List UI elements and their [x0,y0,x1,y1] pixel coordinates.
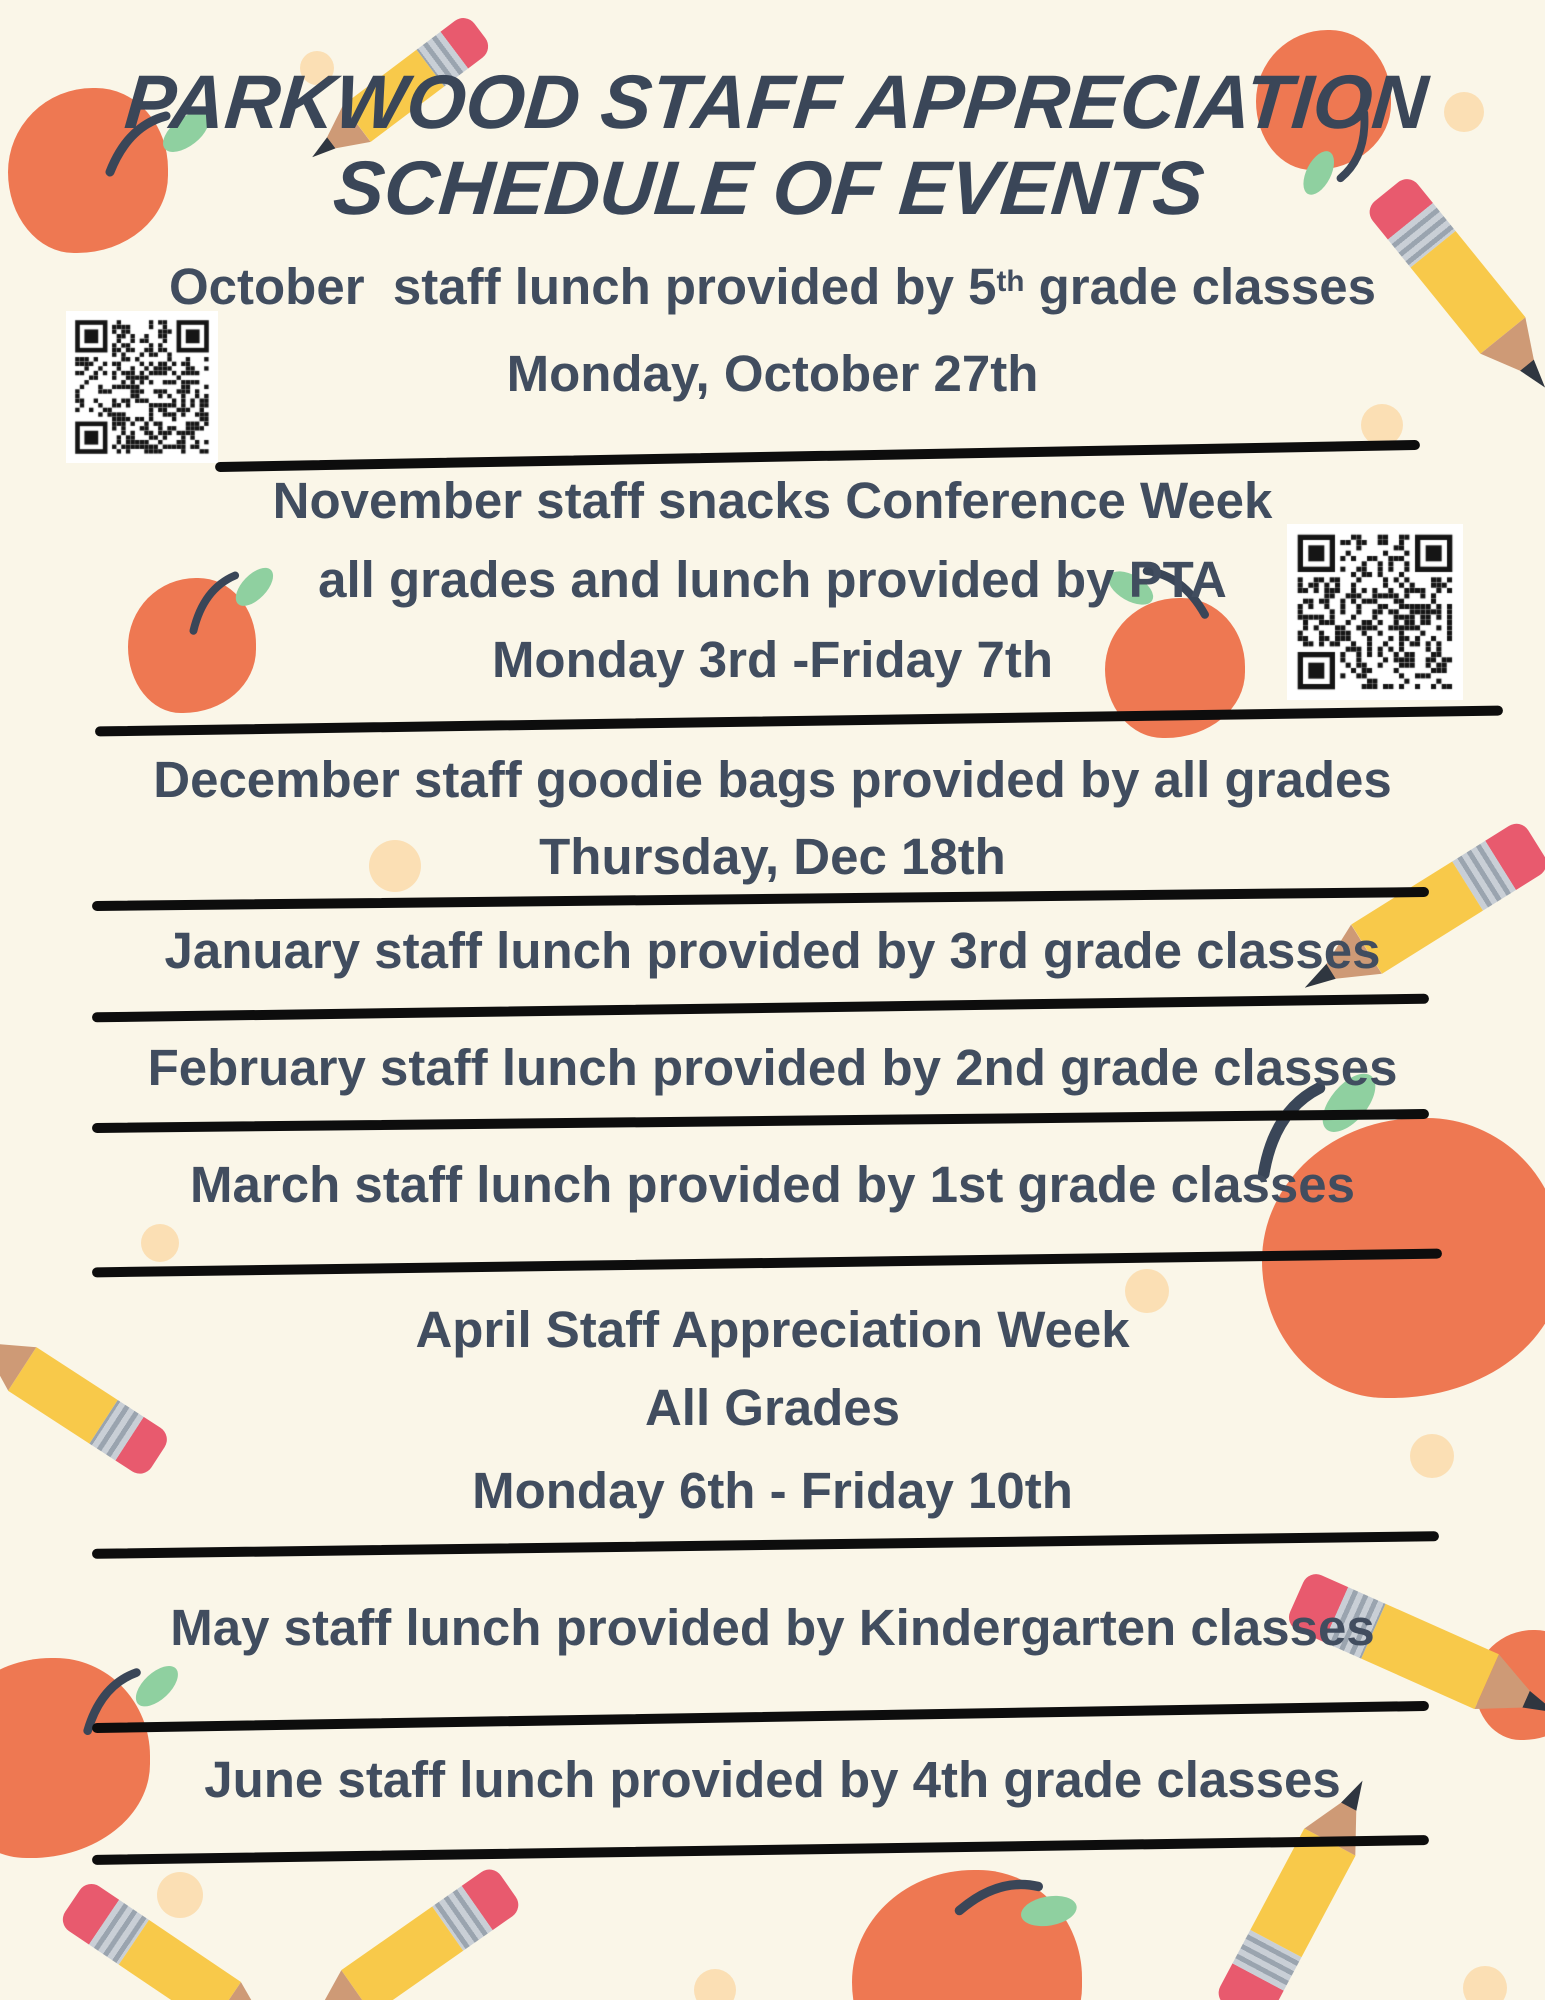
event-october-line1: October staff lunch provided by 5th grade classes [169,258,1376,315]
event-november-line1: November staff snacks Conference Week [272,472,1273,529]
divider-line [92,1531,1439,1559]
event-march-line1: March staff lunch provided by 1st grade classes [190,1156,1355,1213]
event-december-line2: Thursday, Dec 18th [539,828,1006,885]
event-february-line1: February staff lunch provided by 2nd grade classes [147,1039,1398,1096]
event-october-line2: Monday, October 27th [506,345,1039,402]
pencil-icon [296,1864,524,2000]
superscript-th: th [996,264,1025,298]
event-january-line1: January staff lunch provided by 3rd grade classes [164,922,1381,979]
divider-line [92,1109,1429,1133]
event-april-line2: All Grades [644,1379,901,1436]
divider-line [92,1249,1442,1278]
divider-line [95,706,1503,737]
page-title-line1: PARKWOOD STAFF APPRECIATION [121,60,1431,145]
event-november-line3: Monday 3rd -Friday 7th [491,631,1054,688]
event-april-line1: April Staff Appreciation Week [415,1301,1130,1358]
dot-icon [694,1969,736,2000]
dot-icon [141,1224,179,1262]
event-may-line1: May staff lunch provided by Kindergarten classes [170,1599,1375,1656]
dot-icon [157,1872,203,1918]
divider-line [92,1701,1429,1733]
divider-line [215,440,1420,472]
pencil-icon [1214,1778,1383,2000]
divider-line [92,1835,1429,1865]
event-april-line3: Monday 6th - Friday 10th [472,1462,1073,1519]
divider-line [92,887,1429,911]
page-title [0,60,1545,232]
event-june-line1: June staff lunch provided by 4th grade classes [204,1751,1341,1808]
event-november-line2: all grades and lunch provided by PTA [318,551,1227,608]
divider-line [92,994,1429,1023]
dot-icon [1463,1966,1507,2000]
page-title-line2: SCHEDULE OF EVENTS [330,146,1208,231]
event-december-line1: December staff goodie bags provided by all grades [153,751,1392,808]
